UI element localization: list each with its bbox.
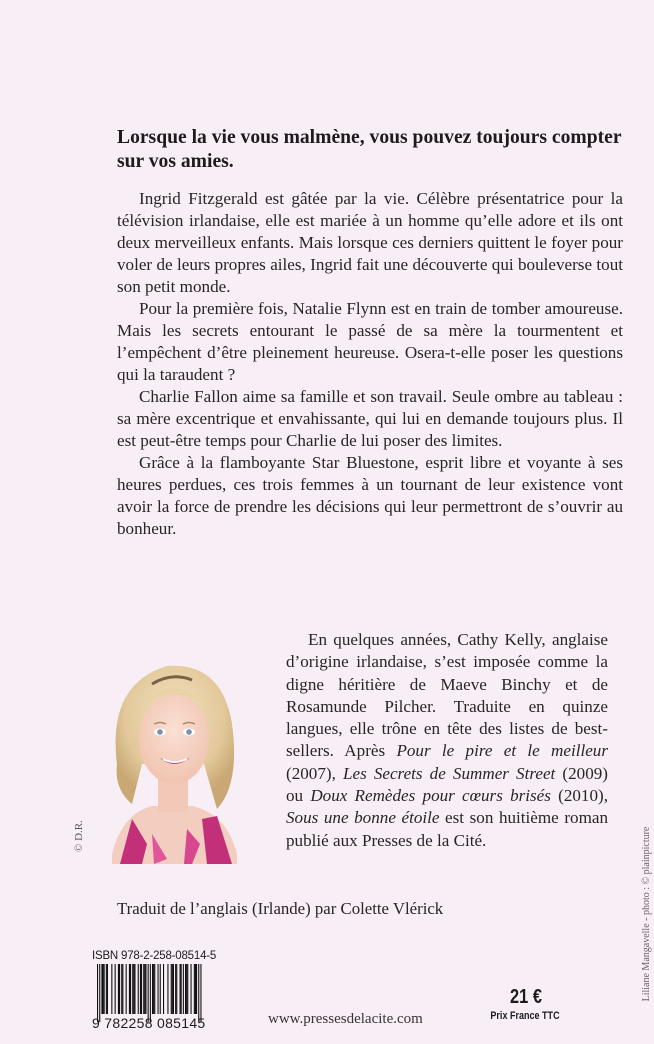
barcode-bar [129,964,130,1014]
bio-title-pour-le-pire: Pour le pire et le meilleur [396,741,608,761]
price-note: Prix France TTC [490,1010,560,1022]
blurb-paragraph-ingrid: Ingrid Fitzgerald est gâtée par la vie. Célèbre présentatrice pour la télévision irlandaise, elle est mariée à un homme qu’elle adore et ils ont deux merveilleux enfants. Mais lorsque ces derniers quittent le foyer pour voler de leurs propres ailes, Ingrid fait une découverte qui bouleverse tout son petit monde. [117,189,623,296]
barcode-bar [140,964,141,1014]
bio-text-intro: En quelques années, Cathy Kelly, anglaise d’origine irlandaise, s’est imposée comme la digne héritière de Maeve Binchy et de Rosamunde Pilcher. Traduite en quinze langues, elle trône en tête des listes de best-sellers. Après [286,630,608,761]
barcode-bar [200,964,201,1022]
blurb-paragraph-star: Grâce à la flamboyante Star Bluestone, esprit libre et voyante à ses heures perdues, ces trois femmes à un tournant de leur existence vont avoir la force de prendre les décisions qui leur permettront de s’ouvrir au bonheur. [117,453,623,538]
barcode-bar [160,964,161,1014]
barcode-digits: 9 782258 085145 [92,1015,206,1031]
barcode-bar [154,964,155,1014]
isbn-label: ISBN 978-2-258-08514-5 [92,950,217,962]
barcode-bar [118,964,119,1014]
barcode-bar [126,964,127,1014]
barcode-bar [187,964,188,1014]
author-bio [286,629,608,852]
blurb-paragraph-natalie: Pour la première fois, Natalie Flynn est en train de tomber amoureuse. Mais les secrets entourant le passé de sa mère la tourmentent et l’empêchent d’être pleinement heureuse. Osera-t-elle poser les questions qui la taraudent ? [117,299,623,384]
bio-text-2010: (2010), [550,786,608,806]
barcode-bar [191,964,192,1014]
barcode-bar [122,964,123,1014]
barcode-bar [172,964,173,1014]
barcode-bar [185,964,186,1014]
barcode-bar [150,964,151,1022]
barcode-bar [132,964,133,1014]
barcode-bar [181,964,182,1014]
barcode-bar [134,964,135,1014]
barcode-bar [152,964,153,1014]
isbn-barcode [92,950,217,1031]
blurb-paragraph-charlie: Charlie Fallon aime sa famille et son travail. Seule ombre au tableau : sa mère excentrique et envahissante, qui lui en demande toujours plus. Il est peut-être temps pour Charlie de lui poser des limites. [117,387,623,450]
bio-text-2009: (2009) ou [286,763,608,806]
tagline: Lorsque la vie vous malmène, vous pouvez toujours compter sur vos amies. [117,127,622,172]
barcode-bar [143,964,144,1014]
bio-text-2007: (2007), [286,763,343,783]
barcode-bar [167,964,168,1014]
bio-title-doux-remedes: Doux Remèdes pour cœurs brisés [310,786,551,806]
bio-title-sous-une-bonne-etoile: Sous une bonne étoile [286,808,440,828]
barcode-bar [158,964,159,1014]
barcode-bar [153,964,154,1014]
barcode-bar [115,964,116,1014]
barcode-bar [104,964,105,1014]
photo-credit: © D.R. [73,820,85,852]
barcode-bar [111,964,112,1014]
translator-credit: Traduit de l’anglais (Irlande) par Colette Vlérick [117,899,444,918]
barcode-bar [196,964,197,1014]
barcode-bar [144,964,145,1014]
author-portrait-image [92,644,252,864]
barcode-bar [97,964,98,1022]
barcode-bar [133,964,134,1014]
barcode-bar [194,964,195,1014]
barcode-bar [101,964,102,1014]
barcode-bar [99,964,100,1022]
barcode-bar [107,964,108,1014]
barcode-bar [173,964,174,1014]
price: 21 € [510,986,542,1008]
barcode-bar [198,964,199,1022]
barcode-bar [106,964,107,1014]
barcode-bar [171,964,172,1014]
barcode-bar [148,964,149,1022]
publisher-website-link[interactable]: www.pressesdelacite.com [268,1011,423,1027]
barcode-bar [130,964,131,1014]
bio-text-closing: est son huitième roman publié aux Presses de la Cité. [286,808,609,850]
barcode-bar [183,964,184,1014]
book-blurb [117,188,623,540]
barcode-bar [121,964,122,1014]
barcode-bar [145,964,146,1014]
barcode-bar [141,964,142,1014]
barcode-bar [175,964,176,1014]
barcode-bar [195,964,196,1014]
barcode-bar [180,964,181,1014]
barcode-bar [163,964,164,1014]
barcode-bar [186,964,187,1014]
cover-photo-credit: Liliane Mangavelle - photo : © plainpicture [641,826,652,1002]
author-photo [92,644,252,864]
barcode-bar [103,964,104,1014]
bio-title-secrets-summer-street: Les Secrets de Summer Street [342,763,556,783]
barcode-bar [176,964,177,1014]
barcode-bar [138,964,139,1014]
barcode-bar [119,964,120,1014]
